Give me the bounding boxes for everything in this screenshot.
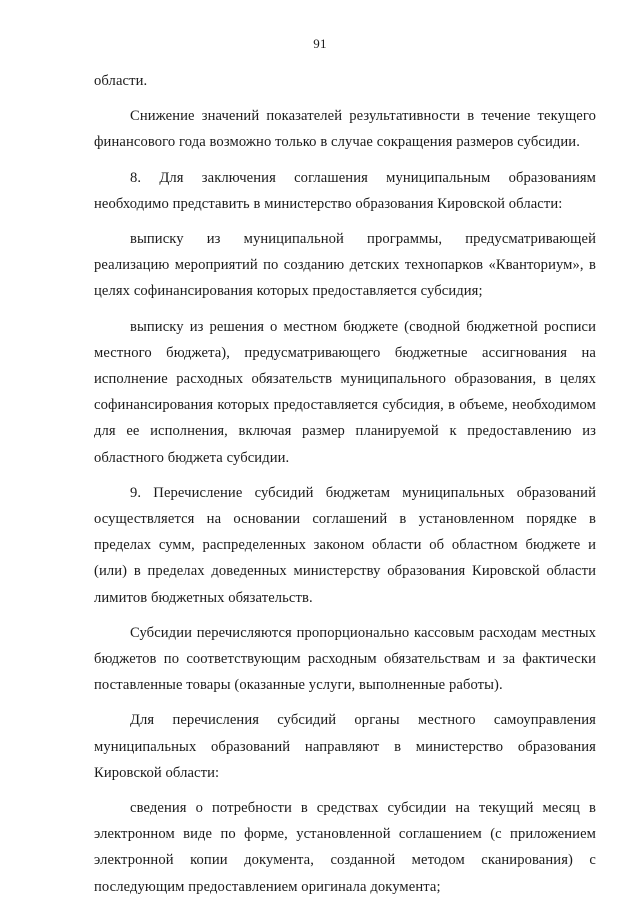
paragraph-transfer-request: Для перечисления субсидий органы местного самоуправления муниципальных образований направляют в министерство образования Кировской области: xyxy=(94,712,596,781)
paragraph-item-8: 8. Для заключения соглашения муниципальным образованиям необходимо представить в министерство образования Кировской области: xyxy=(94,169,596,212)
paragraph-program-extract: выписку из муниципальной программы, предусматривающей реализацию мероприятий по созданию детских технопарков «Кванториум», в целях софинансирования которых предоставляется субсидия; xyxy=(94,231,596,300)
paragraph-indicator-reduction: Снижение значений показателей результативности в течение текущего финансового года возможно только в случае сокращения размеров субсидии. xyxy=(94,108,596,151)
document-body xyxy=(94,68,596,909)
paragraph-item-9: 9. Перечисление субсидий бюджетам муниципальных образований осуществляется на основании соглашений в установленном порядке в пределах сумм, распределенных законом области об областном бюджете и (или) в пределах доведенных министерству образования Кировской области лимитов бюджетных обязательств. xyxy=(94,484,596,606)
page-number: 91 xyxy=(313,36,327,51)
paragraph-budget-extract: выписку из решения о местном бюджете (сводной бюджетной росписи местного бюджета), предусматривающего бюджетные ассигнования на исполнение расходных обязательств муниципального образования, в целях софинансирования которых предоставляется субсидия, в объеме, необходимом для ее исполнения, включая размер планируемой к предоставлению из областного бюджета субсидии. xyxy=(94,318,596,466)
paragraph-subsidy-transfer: Субсидии перечисляются пропорционально кассовым расходам местных бюджетов по соответствующим расходным обязательствам и за фактически поставленные товары (оказанные услуги, выполненные работы). xyxy=(94,624,596,694)
paragraph-continuation: области. xyxy=(94,73,148,89)
paragraph-needs-info: сведения о потребности в средствах субсидии на текущий месяц в электронном виде по форме, установленной соглашением (с приложением электронной копии документа, созданной методом сканирования) с последующим предоставлением оригинала документа; xyxy=(94,800,596,895)
